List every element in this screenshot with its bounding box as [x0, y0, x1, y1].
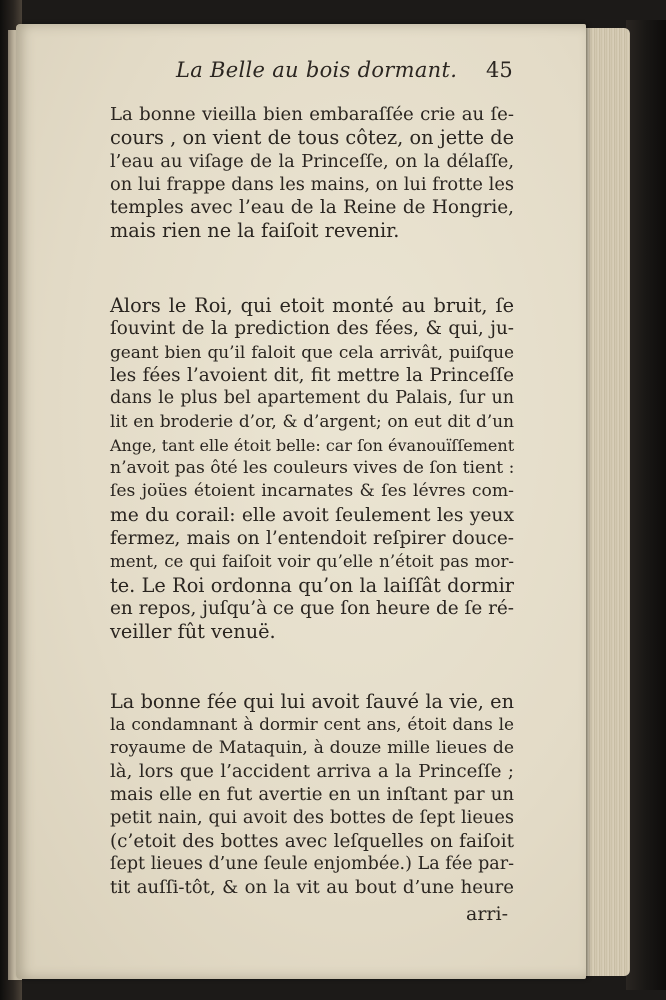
text-line: mais elle en fut avertie en un inſtant par un [110, 784, 514, 806]
text-line: royaume de Mataquin, à douze mille lieues de [110, 737, 514, 758]
text-line: La bonne vieilla bien embaraſſée crie au ſe- [110, 104, 514, 125]
text-line: ſes joües étoient incarnates & ſes lévres com- [110, 481, 514, 502]
text-line: geant bien qu’il faloit que cela arrivât, puiſque [110, 341, 514, 362]
text-line: tit auſſi-tôt, & on la vit au bout d’une heure [110, 877, 514, 899]
catchword: arri- [466, 903, 508, 925]
text-line: (c’etoit des bottes avec leſquelles on faiſoit [110, 830, 514, 852]
text-line: ſouvint de la prediction des fées, & qui, ju- [110, 318, 514, 340]
text-line: l’eau au viſage de la Princeſſe, on la délaſſe, [110, 150, 514, 172]
text-line: mais rien ne la faiſoit revenir. [110, 219, 400, 243]
text-line: temples avec l’eau de la Reine de Hongrie, [110, 197, 514, 219]
text-line: dans le plus bel apartement du Palais, ſur un [110, 388, 514, 409]
text-line: la condamnant à dormir cent ans, étoit dans le [110, 714, 514, 735]
paragraph-1 [110, 103, 514, 243]
text-line: Alors le Roi, qui etoit monté au bruit, ſe [110, 294, 514, 317]
running-title: La Belle au bois dormant. [176, 58, 458, 82]
text-line: cours , on vient de tous côtez, on jette de [110, 126, 514, 150]
book-cover-right [626, 20, 666, 990]
text-line: fermez, mais on l’entendoit reſpirer douce- [110, 527, 514, 549]
text-line: veiller fût venuë. [110, 620, 276, 644]
text-line: Ange, tant elle étoit belle: car ſon évanouïſſement [110, 435, 515, 455]
paragraph-3 [110, 690, 514, 900]
text-line: petit nain, qui avoit des bottes de ſept lieues [110, 807, 514, 829]
text-line: ment, ce qui faiſoit voir qu’elle n’étoit pas mor- [110, 552, 514, 572]
paragraph-2 [110, 294, 514, 643]
text-line: me du corail: elle avoit ſeulement les yeux [110, 504, 514, 526]
page-number: 45 [486, 58, 513, 82]
text-line: te. Le Roi ordonna qu’on la laiſſât dormir [110, 573, 514, 597]
text-line: les fées l’avoient dit, fit mettre la Princeſſe [110, 364, 514, 386]
text-line: n’avoit pas ôté les couleurs vives de ſon tient : [110, 458, 515, 479]
text-line: lit en broderie d’or, & d’argent; on eut dit d’un [110, 411, 514, 432]
text-line: là, lors que l’accident arriva a la Princeſſe ; [110, 760, 514, 782]
text-line: La bonne fée qui lui avoit ſauvé la vie, en [110, 690, 514, 713]
text-line: en repos, juſqu’à ce que ſon heure de ſe ré- [110, 597, 514, 619]
page-header [176, 58, 516, 98]
text-line: ſept lieues d’une ſeule enjombée.) La fée par- [110, 854, 514, 875]
text-line: on lui frappe dans les mains, on lui frotte les [110, 173, 514, 195]
